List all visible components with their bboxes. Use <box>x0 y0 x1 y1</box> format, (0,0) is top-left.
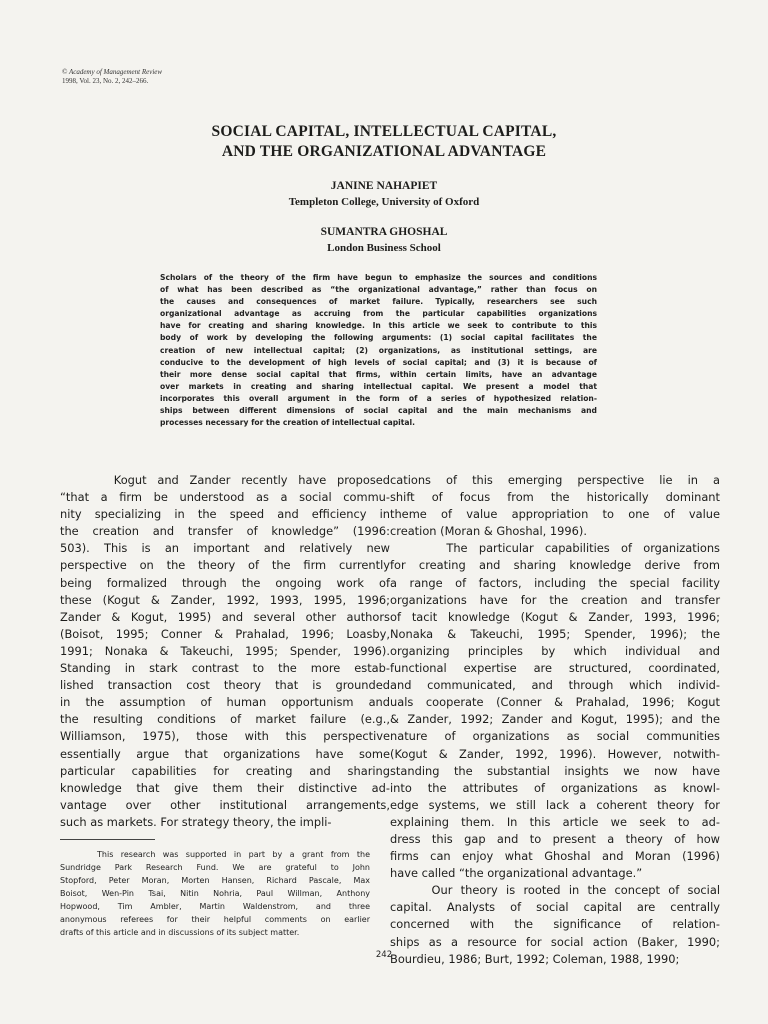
body-text-line: theme of value appropriation to one of value <box>390 507 720 522</box>
body-text-line: creation (Moran & Ghoshal, 1996). <box>390 524 587 539</box>
abstract-line: conducive to the development of high levels of social capital; and (3) it is because of <box>160 357 597 367</box>
body-text-line: the creation and transfer of knowledge” (1996: <box>60 524 390 539</box>
body-text-line: these (Kogut & Zander, 1992, 1993, 1995, 1996; <box>60 592 390 607</box>
body-text-line: particular capabilities for creating and sharing <box>60 763 390 778</box>
abstract <box>160 272 597 429</box>
body-text-line: standing the substantial insights we now have <box>390 763 720 778</box>
body-text-line: such as markets. For strategy theory, the impli- <box>60 814 332 829</box>
body-text-line: 503). This is an important and relatively new <box>60 541 390 556</box>
body-text-line: nature of organizations as social communities <box>390 729 720 744</box>
article-title-line-1: SOCIAL CAPITAL, INTELLECTUAL CAPITAL, <box>211 123 557 140</box>
abstract-line: ships between different dimensions of social capital and the main mechanisms and <box>160 406 597 416</box>
abstract-line: body of work by developing the following arguments: (1) social capital facilitates the <box>160 333 597 343</box>
author-affiliation-2: London Business School <box>327 242 441 254</box>
body-text-line: dress this gap and to present a theory of how <box>390 831 720 846</box>
footnote-line: drafts of this article and in discussions of its subject matter. <box>60 928 300 937</box>
body-text-line: Williamson, 1975), those with this perspective <box>60 729 390 744</box>
body-text-line: & Zander, 1992; Zander and Kogut, 1995); and the <box>390 712 720 727</box>
body-text-line: and communicated, and through which individ- <box>390 678 720 693</box>
abstract-line: the causes and consequences of market failure. Typically, researchers see such <box>160 297 597 307</box>
body-text-line: cations of this emerging perspective lie in a <box>390 473 720 487</box>
body-text-line: (Boisot, 1995; Conner & Prahalad, 1996; Loasby, <box>60 626 390 641</box>
abstract-line: processes necessary for the creation of intellectual capital. <box>160 418 415 428</box>
author-name-2: SUMANTRA GHOSHAL <box>320 226 448 238</box>
body-text-line: essentially argue that organizations have some <box>60 746 390 761</box>
abstract-line: their more dense social capital that firms, within certain limits, have an advantage <box>160 369 597 379</box>
body-text-line: of tacit knowledge (Kogut & Zander, 1993, 1996; <box>390 609 720 624</box>
body-text-line: Our theory is rooted in the concept of social <box>390 883 720 898</box>
body-text-line: ships as a resource for social action (Baker, 1990; <box>390 934 720 949</box>
body-text-line: nity specializing in the speed and efficiency in <box>60 507 390 522</box>
body-text-line: explaining them. In this article we seek to ad- <box>390 814 720 829</box>
body-text-line: concerned with the significance of relation- <box>390 917 720 932</box>
body-text-line: capital. Analysts of social capital are centrally <box>390 900 720 915</box>
journal-volume: 1998, Vol. 23, No. 2, 242–266. <box>62 77 149 85</box>
body-text-line: perspective on the theory of the firm currently <box>60 558 390 573</box>
body-text-line: being formalized through the ongoing work of <box>60 575 390 590</box>
body-text-line: Bourdieu, 1986; Burt, 1992; Coleman, 1988, 1990; <box>390 951 680 966</box>
abstract-line: of what has been described as “the organizational advantage,” rather than focus on <box>160 285 597 295</box>
body-column-right <box>390 472 720 968</box>
footnote-line: Boisot, Wen-Pin Tsai, Nitin Nohria, Paul Willman, Anthony <box>60 889 370 898</box>
body-text-line: Standing in stark contrast to the more estab- <box>60 661 390 676</box>
footnote-line: Hopwood, Tim Ambler, Martin Waldenstrom, and three <box>60 902 370 911</box>
body-text-line: in the assumption of human opportunism and <box>60 695 390 710</box>
abstract-line: have for creating and sharing knowledge. In this article we seek to contribute to this <box>160 321 597 331</box>
body-text-line: lished transaction cost theory that is grounded <box>60 678 390 693</box>
abstract-line: Scholars of the theory of the firm have begun to emphasize the sources and conditions <box>160 273 597 282</box>
body-text-line: for creating and sharing knowledge derive from <box>390 558 720 573</box>
body-text-line: Kogut and Zander recently have proposed <box>60 473 390 487</box>
author-affiliation-1: Templeton College, University of Oxford <box>288 196 480 208</box>
journal-name: © Academy of Management Review <box>62 68 163 76</box>
body-text-line: uals cooperate (Conner & Prahalad, 1996; Kogut <box>390 695 720 710</box>
body-text-line: The particular capabilities of organizations <box>390 541 720 556</box>
body-text-line: vantage over other institutional arrangements, <box>60 797 390 812</box>
body-text-line: 1991; Nonaka & Takeuchi, 1995; Spender, 1996). <box>60 643 390 658</box>
body-text-line: organizations have for the creation and transfer <box>390 592 720 607</box>
footnote-line: anonymous referees for their helpful comments on earlier <box>60 915 370 924</box>
footnote-line: This research was supported in part by a grant from the <box>60 850 370 859</box>
body-text-line: edge systems, we still lack a coherent theory for <box>390 797 720 812</box>
abstract-line: incorporates this overall argument in the form of a series of hypothesized relation- <box>160 393 597 403</box>
body-text-line: knowledge that give them their distinctive ad- <box>60 780 390 795</box>
body-text-line: “that a firm be understood as a social commu- <box>60 490 390 505</box>
footnote <box>60 848 370 939</box>
body-text-line: have called “the organizational advantage.” <box>390 866 643 881</box>
abstract-line: over markets in creating and sharing intellectual capital. We present a model that <box>160 381 597 391</box>
journal-citation <box>62 68 162 86</box>
body-text-line: organizing principles by which individual and <box>390 643 720 658</box>
body-text-line: Zander & Kogut, 1995) and several other authors <box>60 609 390 624</box>
body-text-line: (Kogut & Zander, 1992, 1996). However, notwith- <box>390 746 720 761</box>
body-text-line: a range of factors, including the special facility <box>390 575 720 590</box>
abstract-line: creation of new intellectual capital; (2) organizations, as institutional settings, are <box>160 345 597 355</box>
body-text-line: firms can enjoy what Ghoshal and Moran (1996) <box>390 849 720 864</box>
abstract-line: organizational advantage as accruing from the particular capabilities organizations <box>160 309 597 319</box>
page-number: 242 <box>375 950 393 960</box>
body-text-line: functional expertise are structured, coordinated, <box>390 661 720 676</box>
footnote-divider <box>60 839 155 840</box>
body-column-left <box>60 472 390 831</box>
author-name-1: JANINE NAHAPIET <box>330 180 438 192</box>
article-title-line-2: AND THE ORGANIZATIONAL ADVANTAGE <box>221 143 547 160</box>
body-text-line: shift of focus from the historically dominant <box>390 490 720 505</box>
body-text-line: into the attributes of organizations as knowl- <box>390 780 720 795</box>
body-text-line: the resulting conditions of market failure (e.g., <box>60 712 390 727</box>
body-text-line: Nonaka & Takeuchi, 1995; Spender, 1996); the <box>390 626 720 641</box>
footnote-line: Sundridge Park Research Fund. We are grateful to John <box>60 863 370 872</box>
footnote-line: Stopford, Peter Moran, Morten Hansen, Richard Pascale, Max <box>60 876 370 885</box>
